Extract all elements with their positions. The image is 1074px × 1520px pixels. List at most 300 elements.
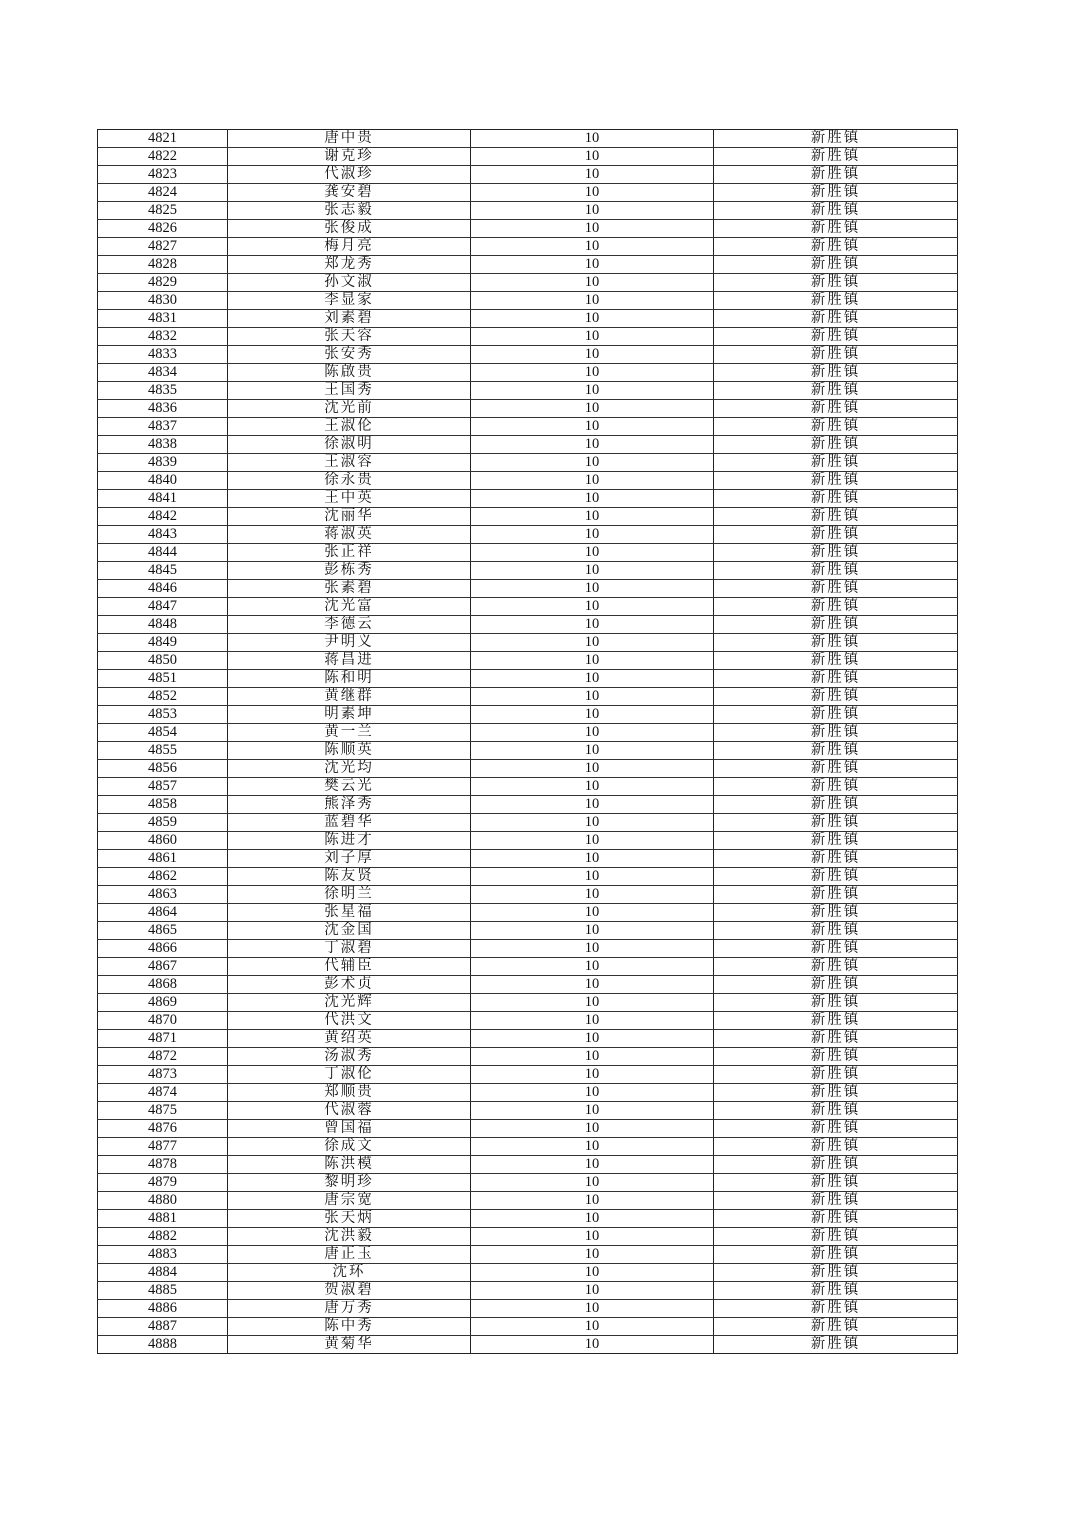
- name-cell: 陈中秀: [228, 1318, 471, 1336]
- amount-cell: 10: [471, 706, 714, 724]
- amount-cell: 10: [471, 256, 714, 274]
- row-number-cell: 4843: [98, 526, 228, 544]
- name-cell: 尹明义: [228, 634, 471, 652]
- name-cell: 郑顺贵: [228, 1084, 471, 1102]
- name-cell: 徐永贵: [228, 472, 471, 490]
- table-row: [98, 1282, 958, 1300]
- table-row: [98, 886, 958, 904]
- row-number-cell: 4850: [98, 652, 228, 670]
- row-number-cell: 4865: [98, 922, 228, 940]
- table-row: [98, 796, 958, 814]
- row-number-cell: 4866: [98, 940, 228, 958]
- town-cell: 新胜镇: [714, 454, 958, 472]
- table-row: [98, 1084, 958, 1102]
- town-cell: 新胜镇: [714, 778, 958, 796]
- name-cell: 黄菊华: [228, 1336, 471, 1354]
- name-cell: 黎明珍: [228, 1174, 471, 1192]
- town-cell: 新胜镇: [714, 760, 958, 778]
- amount-cell: 10: [471, 310, 714, 328]
- name-cell: 蒋昌进: [228, 652, 471, 670]
- table-row: [98, 310, 958, 328]
- name-cell: 汤淑秀: [228, 1048, 471, 1066]
- row-number-cell: 4837: [98, 418, 228, 436]
- table-row: [98, 418, 958, 436]
- table-row: [98, 1066, 958, 1084]
- table-row: [98, 670, 958, 688]
- table-row: [98, 166, 958, 184]
- row-number-cell: 4877: [98, 1138, 228, 1156]
- row-number-cell: 4860: [98, 832, 228, 850]
- row-number-cell: 4872: [98, 1048, 228, 1066]
- name-cell: 郑龙秀: [228, 256, 471, 274]
- row-number-cell: 4828: [98, 256, 228, 274]
- table-row: [98, 436, 958, 454]
- row-number-cell: 4876: [98, 1120, 228, 1138]
- row-number-cell: 4853: [98, 706, 228, 724]
- town-cell: 新胜镇: [714, 1066, 958, 1084]
- table-row: [98, 490, 958, 508]
- row-number-cell: 4858: [98, 796, 228, 814]
- table-row: [98, 1048, 958, 1066]
- table-row: [98, 454, 958, 472]
- name-cell: 彭术贞: [228, 976, 471, 994]
- name-cell: 黄一兰: [228, 724, 471, 742]
- town-cell: 新胜镇: [714, 1336, 958, 1354]
- table-row: [98, 472, 958, 490]
- row-number-cell: 4869: [98, 994, 228, 1012]
- amount-cell: 10: [471, 382, 714, 400]
- table-row: [98, 1030, 958, 1048]
- name-cell: 唐万秀: [228, 1300, 471, 1318]
- table-row: [98, 292, 958, 310]
- row-number-cell: 4848: [98, 616, 228, 634]
- name-cell: 张安秀: [228, 346, 471, 364]
- name-cell: 唐中贵: [228, 130, 471, 148]
- name-cell: 徐淑明: [228, 436, 471, 454]
- row-number-cell: 4821: [98, 130, 228, 148]
- name-cell: 王中英: [228, 490, 471, 508]
- row-number-cell: 4849: [98, 634, 228, 652]
- row-number-cell: 4831: [98, 310, 228, 328]
- town-cell: 新胜镇: [714, 166, 958, 184]
- amount-cell: 10: [471, 544, 714, 562]
- name-cell: 蓝碧华: [228, 814, 471, 832]
- town-cell: 新胜镇: [714, 148, 958, 166]
- town-cell: 新胜镇: [714, 1156, 958, 1174]
- town-cell: 新胜镇: [714, 436, 958, 454]
- name-cell: 陈啟贵: [228, 364, 471, 382]
- amount-cell: 10: [471, 1192, 714, 1210]
- name-cell: 张天炳: [228, 1210, 471, 1228]
- town-cell: 新胜镇: [714, 706, 958, 724]
- town-cell: 新胜镇: [714, 202, 958, 220]
- name-cell: 徐明兰: [228, 886, 471, 904]
- row-number-cell: 4822: [98, 148, 228, 166]
- table-row: [98, 652, 958, 670]
- table-row: [98, 1336, 958, 1354]
- name-cell: 张俊成: [228, 220, 471, 238]
- row-number-cell: 4868: [98, 976, 228, 994]
- table-row: [98, 274, 958, 292]
- name-cell: 王国秀: [228, 382, 471, 400]
- table-row: [98, 760, 958, 778]
- row-number-cell: 4873: [98, 1066, 228, 1084]
- row-number-cell: 4839: [98, 454, 228, 472]
- row-number-cell: 4887: [98, 1318, 228, 1336]
- name-cell: 代淑珍: [228, 166, 471, 184]
- row-number-cell: 4871: [98, 1030, 228, 1048]
- name-cell: 张素碧: [228, 580, 471, 598]
- table-row: [98, 868, 958, 886]
- name-cell: 梅月亮: [228, 238, 471, 256]
- table-row: [98, 724, 958, 742]
- town-cell: 新胜镇: [714, 400, 958, 418]
- table-row: [98, 1264, 958, 1282]
- data-table: [97, 129, 958, 1354]
- town-cell: 新胜镇: [714, 184, 958, 202]
- name-cell: 王淑容: [228, 454, 471, 472]
- table-row: [98, 1120, 958, 1138]
- amount-cell: 10: [471, 1246, 714, 1264]
- row-number-cell: 4825: [98, 202, 228, 220]
- name-cell: 徐成文: [228, 1138, 471, 1156]
- amount-cell: 10: [471, 436, 714, 454]
- town-cell: 新胜镇: [714, 868, 958, 886]
- town-cell: 新胜镇: [714, 490, 958, 508]
- table-row: [98, 832, 958, 850]
- row-number-cell: 4833: [98, 346, 228, 364]
- row-number-cell: 4882: [98, 1228, 228, 1246]
- row-number-cell: 4823: [98, 166, 228, 184]
- town-cell: 新胜镇: [714, 1084, 958, 1102]
- amount-cell: 10: [471, 202, 714, 220]
- table-row: [98, 1012, 958, 1030]
- row-number-cell: 4854: [98, 724, 228, 742]
- amount-cell: 10: [471, 166, 714, 184]
- row-number-cell: 4875: [98, 1102, 228, 1120]
- table-row: [98, 1228, 958, 1246]
- row-number-cell: 4884: [98, 1264, 228, 1282]
- town-cell: 新胜镇: [714, 814, 958, 832]
- town-cell: 新胜镇: [714, 328, 958, 346]
- name-cell: 沈金国: [228, 922, 471, 940]
- row-number-cell: 4845: [98, 562, 228, 580]
- amount-cell: 10: [471, 976, 714, 994]
- amount-cell: 10: [471, 1084, 714, 1102]
- table-row: [98, 814, 958, 832]
- name-cell: 孙文淑: [228, 274, 471, 292]
- name-cell: 蒋淑英: [228, 526, 471, 544]
- amount-cell: 10: [471, 1138, 714, 1156]
- table-row: [98, 634, 958, 652]
- table-row: [98, 1246, 958, 1264]
- table-row: [98, 1102, 958, 1120]
- name-cell: 刘子厚: [228, 850, 471, 868]
- amount-cell: 10: [471, 796, 714, 814]
- amount-cell: 10: [471, 652, 714, 670]
- amount-cell: 10: [471, 850, 714, 868]
- row-number-cell: 4834: [98, 364, 228, 382]
- town-cell: 新胜镇: [714, 940, 958, 958]
- town-cell: 新胜镇: [714, 1030, 958, 1048]
- town-cell: 新胜镇: [714, 274, 958, 292]
- amount-cell: 10: [471, 130, 714, 148]
- row-number-cell: 4847: [98, 598, 228, 616]
- row-number-cell: 4826: [98, 220, 228, 238]
- table-row: [98, 778, 958, 796]
- name-cell: 黄继群: [228, 688, 471, 706]
- town-cell: 新胜镇: [714, 310, 958, 328]
- name-cell: 李德云: [228, 616, 471, 634]
- table-row: [98, 994, 958, 1012]
- name-cell: 沈环: [228, 1264, 471, 1282]
- town-cell: 新胜镇: [714, 220, 958, 238]
- town-cell: 新胜镇: [714, 1300, 958, 1318]
- amount-cell: 10: [471, 238, 714, 256]
- table-row: [98, 904, 958, 922]
- table-row: [98, 580, 958, 598]
- amount-cell: 10: [471, 508, 714, 526]
- amount-cell: 10: [471, 490, 714, 508]
- table-row: [98, 328, 958, 346]
- table-row: [98, 220, 958, 238]
- name-cell: 彭栋秀: [228, 562, 471, 580]
- row-number-cell: 4827: [98, 238, 228, 256]
- row-number-cell: 4867: [98, 958, 228, 976]
- table-row: [98, 346, 958, 364]
- row-number-cell: 4861: [98, 850, 228, 868]
- name-cell: 沈光辉: [228, 994, 471, 1012]
- row-number-cell: 4840: [98, 472, 228, 490]
- town-cell: 新胜镇: [714, 1120, 958, 1138]
- amount-cell: 10: [471, 148, 714, 166]
- town-cell: 新胜镇: [714, 418, 958, 436]
- town-cell: 新胜镇: [714, 1210, 958, 1228]
- name-cell: 贺淑碧: [228, 1282, 471, 1300]
- table-row: [98, 616, 958, 634]
- amount-cell: 10: [471, 328, 714, 346]
- amount-cell: 10: [471, 724, 714, 742]
- row-number-cell: 4855: [98, 742, 228, 760]
- row-number-cell: 4830: [98, 292, 228, 310]
- name-cell: 沈光均: [228, 760, 471, 778]
- town-cell: 新胜镇: [714, 832, 958, 850]
- table-row: [98, 742, 958, 760]
- name-cell: 陈进才: [228, 832, 471, 850]
- amount-cell: 10: [471, 1156, 714, 1174]
- amount-cell: 10: [471, 292, 714, 310]
- row-number-cell: 4829: [98, 274, 228, 292]
- name-cell: 黄绍英: [228, 1030, 471, 1048]
- town-cell: 新胜镇: [714, 238, 958, 256]
- amount-cell: 10: [471, 418, 714, 436]
- town-cell: 新胜镇: [714, 364, 958, 382]
- amount-cell: 10: [471, 742, 714, 760]
- amount-cell: 10: [471, 778, 714, 796]
- amount-cell: 10: [471, 1318, 714, 1336]
- town-cell: 新胜镇: [714, 1246, 958, 1264]
- amount-cell: 10: [471, 760, 714, 778]
- table-row: [98, 1300, 958, 1318]
- town-cell: 新胜镇: [714, 976, 958, 994]
- amount-cell: 10: [471, 184, 714, 202]
- amount-cell: 10: [471, 400, 714, 418]
- name-cell: 沈光前: [228, 400, 471, 418]
- town-cell: 新胜镇: [714, 598, 958, 616]
- name-cell: 沈丽华: [228, 508, 471, 526]
- row-number-cell: 4851: [98, 670, 228, 688]
- table-row: [98, 598, 958, 616]
- town-cell: 新胜镇: [714, 688, 958, 706]
- name-cell: 沈洪毅: [228, 1228, 471, 1246]
- town-cell: 新胜镇: [714, 1282, 958, 1300]
- row-number-cell: 4856: [98, 760, 228, 778]
- town-cell: 新胜镇: [714, 850, 958, 868]
- town-cell: 新胜镇: [714, 1318, 958, 1336]
- town-cell: 新胜镇: [714, 1192, 958, 1210]
- table-row: [98, 256, 958, 274]
- name-cell: 明素坤: [228, 706, 471, 724]
- table-row: [98, 508, 958, 526]
- amount-cell: 10: [471, 220, 714, 238]
- row-number-cell: 4883: [98, 1246, 228, 1264]
- town-cell: 新胜镇: [714, 796, 958, 814]
- table-row: [98, 706, 958, 724]
- amount-cell: 10: [471, 526, 714, 544]
- town-cell: 新胜镇: [714, 1048, 958, 1066]
- amount-cell: 10: [471, 958, 714, 976]
- town-cell: 新胜镇: [714, 652, 958, 670]
- row-number-cell: 4880: [98, 1192, 228, 1210]
- amount-cell: 10: [471, 886, 714, 904]
- amount-cell: 10: [471, 1174, 714, 1192]
- amount-cell: 10: [471, 580, 714, 598]
- table-row: [98, 688, 958, 706]
- table-row: [98, 1174, 958, 1192]
- amount-cell: 10: [471, 814, 714, 832]
- table-row: [98, 1210, 958, 1228]
- amount-cell: 10: [471, 1102, 714, 1120]
- amount-cell: 10: [471, 454, 714, 472]
- town-cell: 新胜镇: [714, 904, 958, 922]
- row-number-cell: 4870: [98, 1012, 228, 1030]
- name-cell: 张正祥: [228, 544, 471, 562]
- town-cell: 新胜镇: [714, 580, 958, 598]
- table-row: [98, 148, 958, 166]
- town-cell: 新胜镇: [714, 670, 958, 688]
- name-cell: 陈顺英: [228, 742, 471, 760]
- table-row: [98, 1318, 958, 1336]
- table-row: [98, 976, 958, 994]
- row-number-cell: 4864: [98, 904, 228, 922]
- table-row: [98, 130, 958, 148]
- row-number-cell: 4841: [98, 490, 228, 508]
- name-cell: 李显家: [228, 292, 471, 310]
- name-cell: 张天容: [228, 328, 471, 346]
- amount-cell: 10: [471, 832, 714, 850]
- town-cell: 新胜镇: [714, 1174, 958, 1192]
- table-row: [98, 562, 958, 580]
- row-number-cell: 4886: [98, 1300, 228, 1318]
- amount-cell: 10: [471, 598, 714, 616]
- town-cell: 新胜镇: [714, 958, 958, 976]
- name-cell: 曾国福: [228, 1120, 471, 1138]
- name-cell: 王淑伦: [228, 418, 471, 436]
- name-cell: 唐宗宽: [228, 1192, 471, 1210]
- row-number-cell: 4862: [98, 868, 228, 886]
- row-number-cell: 4874: [98, 1084, 228, 1102]
- row-number-cell: 4857: [98, 778, 228, 796]
- town-cell: 新胜镇: [714, 616, 958, 634]
- row-number-cell: 4842: [98, 508, 228, 526]
- town-cell: 新胜镇: [714, 526, 958, 544]
- amount-cell: 10: [471, 1030, 714, 1048]
- amount-cell: 10: [471, 346, 714, 364]
- name-cell: 陈友贤: [228, 868, 471, 886]
- row-number-cell: 4824: [98, 184, 228, 202]
- town-cell: 新胜镇: [714, 724, 958, 742]
- town-cell: 新胜镇: [714, 544, 958, 562]
- row-number-cell: 4878: [98, 1156, 228, 1174]
- table-row: [98, 850, 958, 868]
- row-number-cell: 4835: [98, 382, 228, 400]
- amount-cell: 10: [471, 670, 714, 688]
- name-cell: 张志毅: [228, 202, 471, 220]
- table-row: [98, 1156, 958, 1174]
- table-row: [98, 544, 958, 562]
- name-cell: 刘素碧: [228, 310, 471, 328]
- table-row: [98, 526, 958, 544]
- town-cell: 新胜镇: [714, 382, 958, 400]
- row-number-cell: 4888: [98, 1336, 228, 1354]
- amount-cell: 10: [471, 1066, 714, 1084]
- table-row: [98, 364, 958, 382]
- amount-cell: 10: [471, 994, 714, 1012]
- town-cell: 新胜镇: [714, 742, 958, 760]
- name-cell: 唐正玉: [228, 1246, 471, 1264]
- town-cell: 新胜镇: [714, 1102, 958, 1120]
- amount-cell: 10: [471, 634, 714, 652]
- name-cell: 陈和明: [228, 670, 471, 688]
- town-cell: 新胜镇: [714, 634, 958, 652]
- town-cell: 新胜镇: [714, 130, 958, 148]
- amount-cell: 10: [471, 688, 714, 706]
- row-number-cell: 4844: [98, 544, 228, 562]
- amount-cell: 10: [471, 562, 714, 580]
- name-cell: 代淑蓉: [228, 1102, 471, 1120]
- table-row: [98, 202, 958, 220]
- name-cell: 代辅臣: [228, 958, 471, 976]
- town-cell: 新胜镇: [714, 886, 958, 904]
- row-number-cell: 4863: [98, 886, 228, 904]
- row-number-cell: 4852: [98, 688, 228, 706]
- amount-cell: 10: [471, 904, 714, 922]
- row-number-cell: 4836: [98, 400, 228, 418]
- name-cell: 谢克珍: [228, 148, 471, 166]
- table-row: [98, 1138, 958, 1156]
- town-cell: 新胜镇: [714, 256, 958, 274]
- town-cell: 新胜镇: [714, 1138, 958, 1156]
- name-cell: 龚安碧: [228, 184, 471, 202]
- amount-cell: 10: [471, 1210, 714, 1228]
- name-cell: 沈光富: [228, 598, 471, 616]
- town-cell: 新胜镇: [714, 1012, 958, 1030]
- row-number-cell: 4832: [98, 328, 228, 346]
- row-number-cell: 4881: [98, 1210, 228, 1228]
- amount-cell: 10: [471, 274, 714, 292]
- town-cell: 新胜镇: [714, 1228, 958, 1246]
- table-row: [98, 922, 958, 940]
